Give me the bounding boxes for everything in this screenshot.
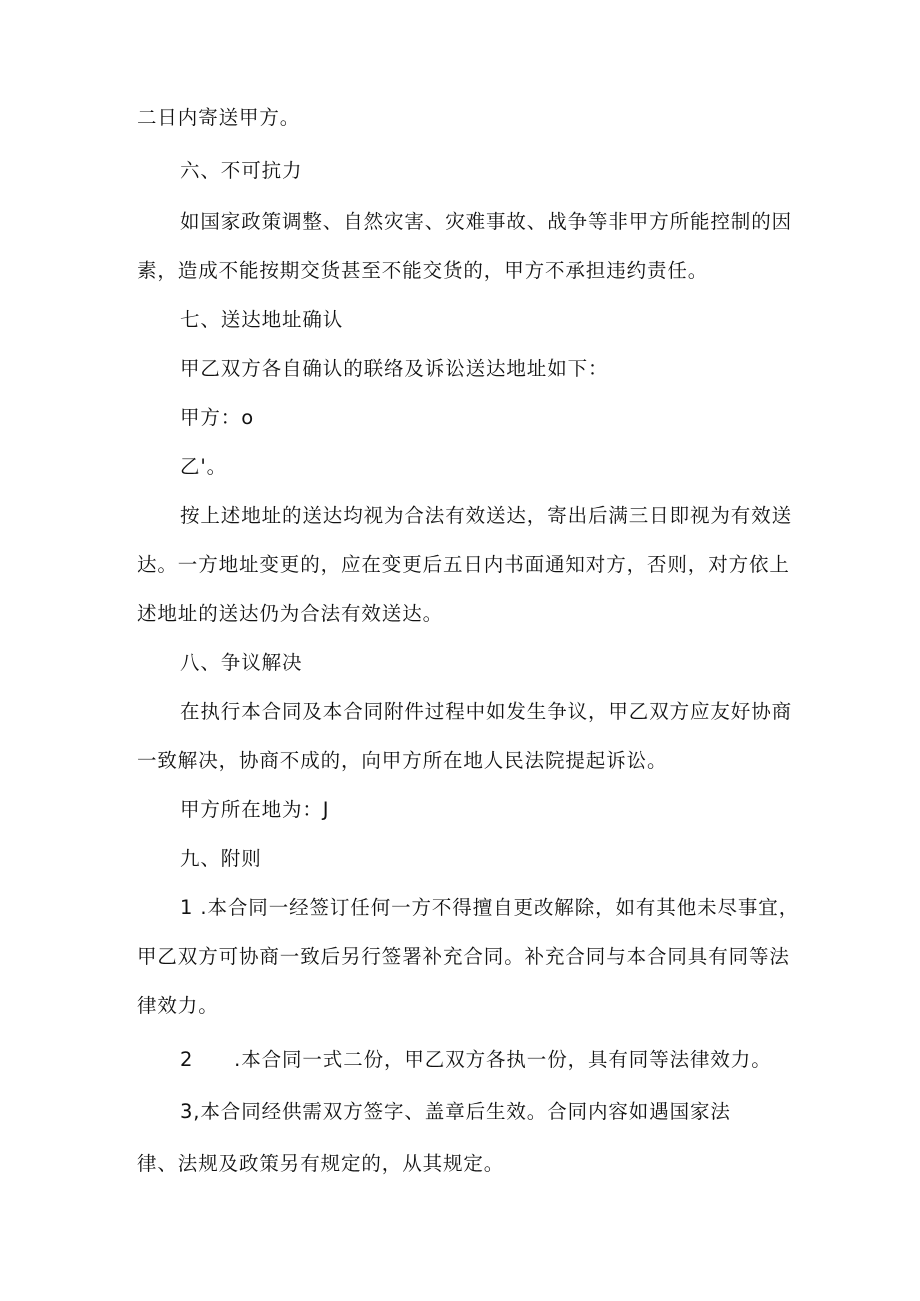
text-line: 如国家政策调整、自然灾害、灾难事故、战争等非甲方所能控制的因 xyxy=(180,210,793,233)
text-line: 素，造成不能按期交货甚至不能交货的，甲方不承担违约责任。 xyxy=(137,259,709,282)
text-line: 律、法规及政策另有规定的，从其规定。 xyxy=(137,1152,505,1175)
text-line: 一致解决，协商不成的，向甲方所在地人民法院提起诉讼。 xyxy=(137,749,668,772)
text-line: 甲乙双方各自确认的联络及诉讼送达地址如下： xyxy=(180,357,609,380)
party-b-address: 乙'。 xyxy=(180,455,228,478)
party-a-address: 甲方：o xyxy=(180,406,255,429)
clause-2: 2 .本合同一式二份，甲乙双方各执一份，具有同等法律效力。 xyxy=(180,1048,772,1071)
party-a-location: 甲方所在地为：J xyxy=(180,798,330,821)
text-line: 二日内寄送甲方。 xyxy=(137,106,301,129)
text-line: 达。一方地址变更的，应在变更后五日内书面通知对方，否则，对方依上 xyxy=(137,553,790,576)
text-line: 按上述地址的送达均视为合法有效送达，寄出后满三日即视为有效送 xyxy=(180,504,793,527)
text-line: 述地址的送达仍为合法有效送达。 xyxy=(137,602,444,625)
text-line: 律效力。 xyxy=(137,994,219,1017)
section-heading-supplementary: 九、附则 xyxy=(180,847,262,870)
section-heading-dispute-resolution: 八、争议解决 xyxy=(180,651,303,674)
clause-1: 1 .本合同一经签订任何一方不得擅自更改解除，如有其他未尽事宜， xyxy=(180,896,800,919)
section-heading-service-address: 七、送达地址确认 xyxy=(180,308,344,331)
text-line: 甲乙双方可协商一致后另行签署补充合同。补充合同与本合同具有同等法 xyxy=(137,945,790,968)
clause-3: 3,本合同经供需双方签字、盖章后生效。合同内容如遇国家法 xyxy=(180,1100,731,1123)
section-heading-force-majeure: 六、不可抗力 xyxy=(180,159,303,182)
text-line: 在执行本合同及本合同附件过程中如发生争议，甲乙双方应友好协商 xyxy=(180,700,793,723)
